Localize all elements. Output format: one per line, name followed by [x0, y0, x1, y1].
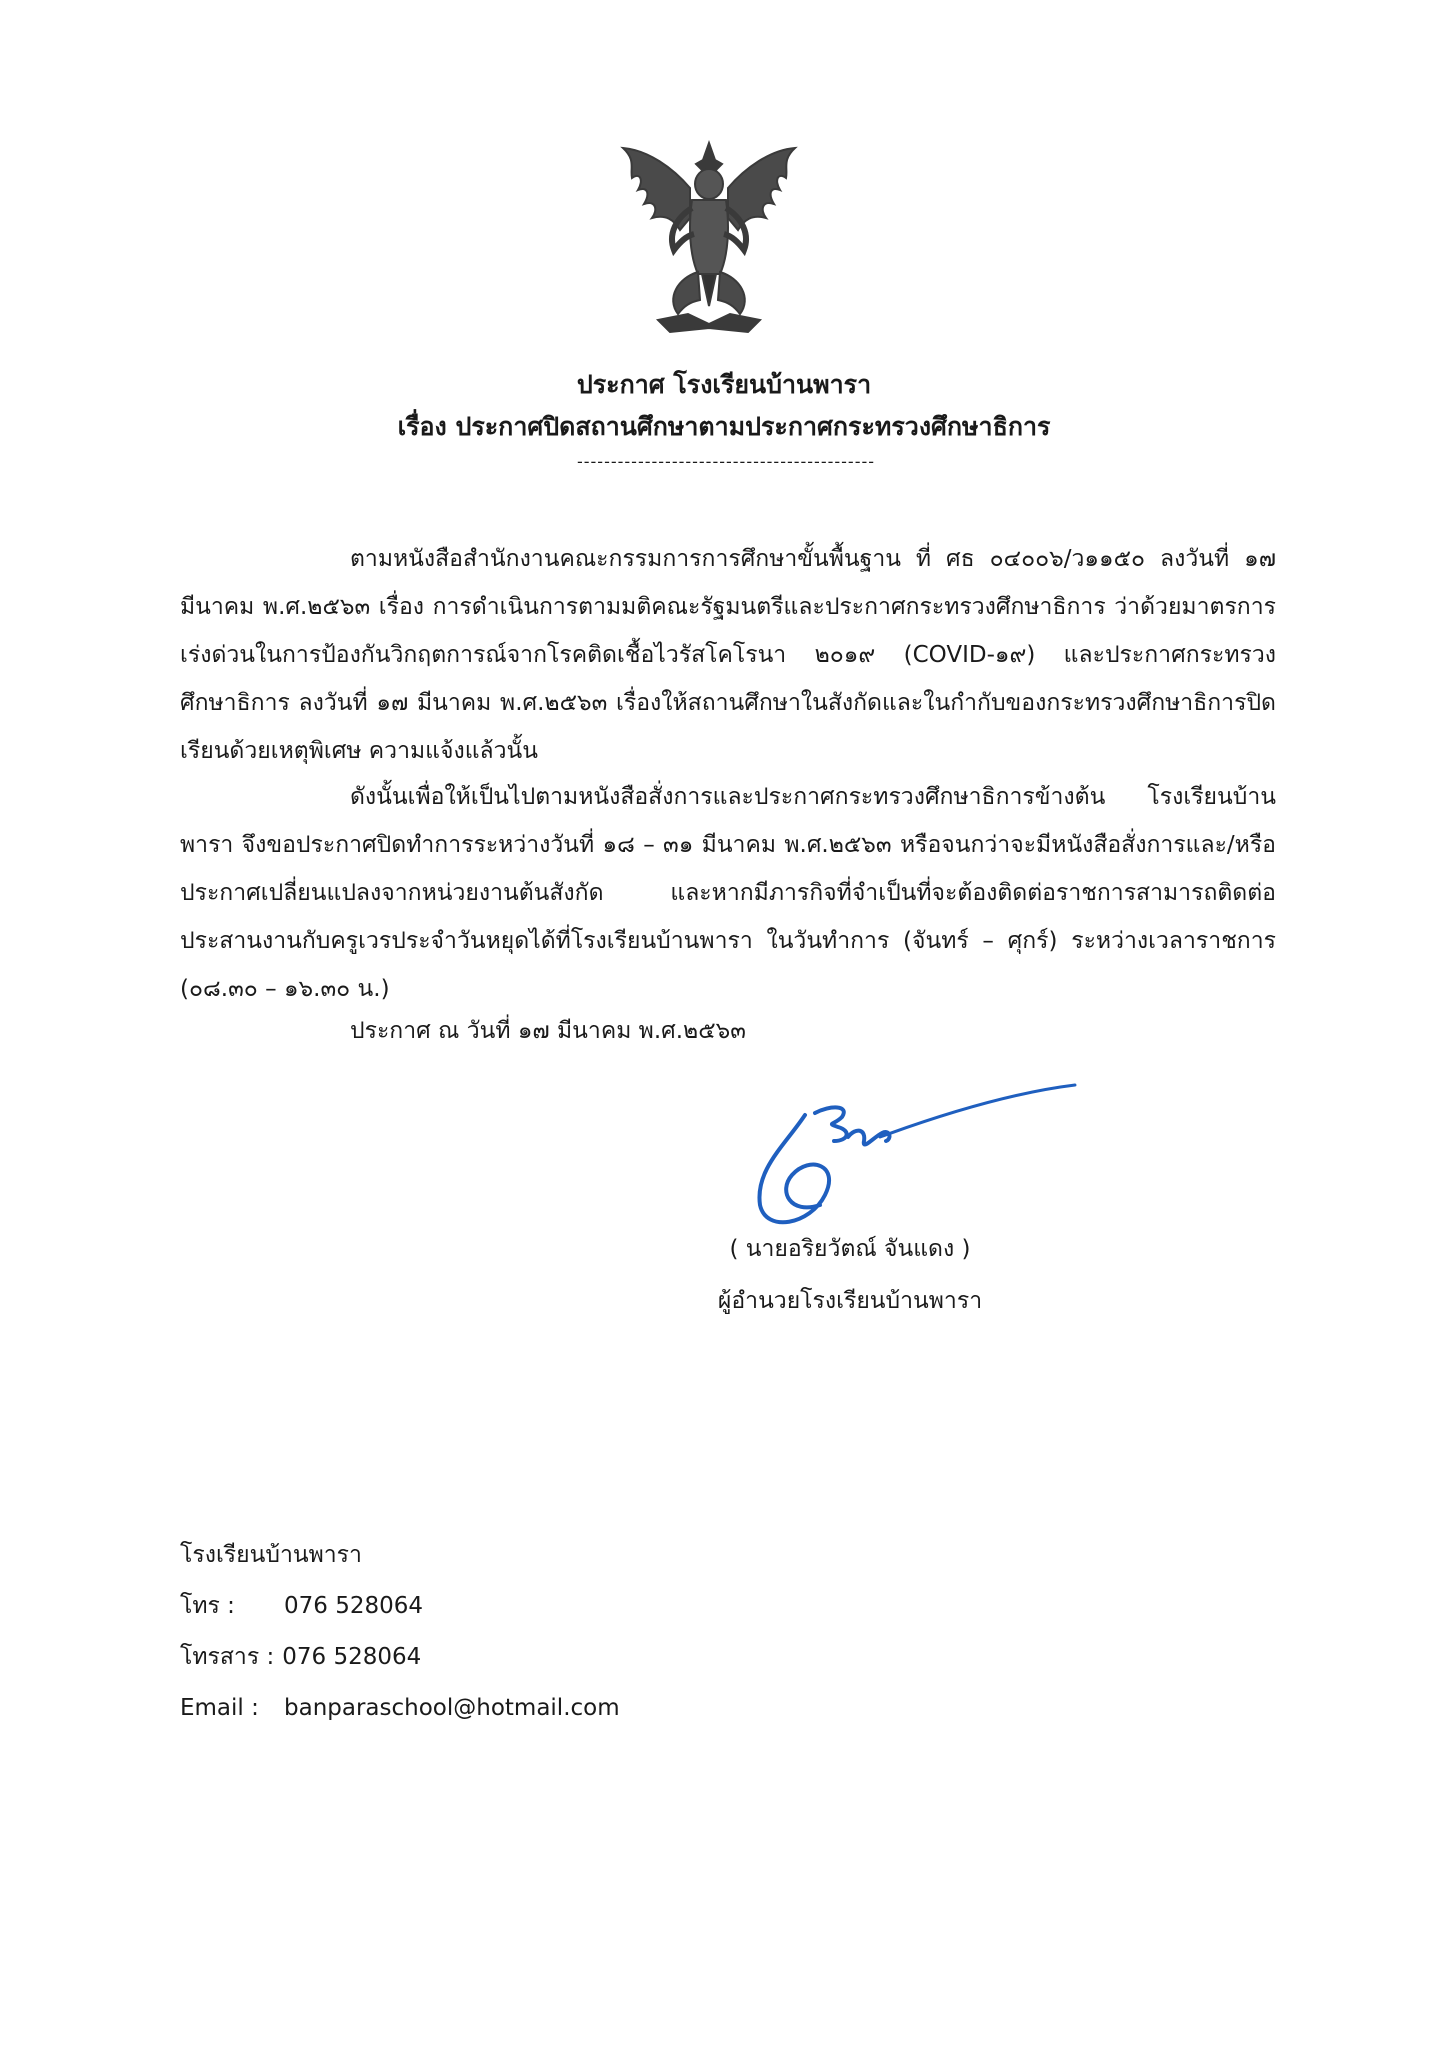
- body-paragraph-2: ดังนั้นเพื่อให้เป็นไปตามหนังสือสั่งการและประกาศกระทรวงศึกษาธิการข้างต้น โรงเรียนบ้านพารา จึงขอประกาศปิดทำการระหว่างวันที่ ๑๘ – ๓๑ มีนาคม พ.ศ.๒๕๖๓ หรือจนกว่าจะมีหนังสือสั่งการและ/หรือประกาศเปลี่ยนแปลงจากหน่วยงานต้นสังกัด และหากมีภารกิจที่จำเป็นที่จะต้องติดต่อราชการสามารถติดต่อประสานงานกับครูเวรประจำวันหยุดได้ที่โรงเรียนบ้านพารา ในวันทำการ (จันทร์ – ศุกร์) ระหว่างเวลาราชการ (๐๘.๓๐ – ๑๖.๓๐ น.): [180, 784, 1276, 1002]
- contact-phone: [180, 1589, 423, 1623]
- email-label: Email :: [180, 1695, 259, 1721]
- email-value: banparaschool@hotmail.com: [284, 1695, 620, 1721]
- phone-value: 076 528064: [284, 1593, 424, 1619]
- signer-name: ( นายอริยวัตณ์ จันแดง ): [729, 1236, 971, 1262]
- fax-label: โทรสาร :: [180, 1644, 275, 1670]
- contact-email: [180, 1691, 620, 1725]
- contact-school-name: โรงเรียนบ้านพารา: [180, 1542, 362, 1568]
- announcement-title: ประกาศ โรงเรียนบ้านพารา: [576, 370, 872, 399]
- contact-fax: [180, 1640, 421, 1674]
- signature: [730, 1075, 1080, 1235]
- fax-value: 076 528064: [282, 1644, 422, 1670]
- signer-position: ผู้อำนวยโรงเรียนบ้านพารา: [717, 1288, 983, 1314]
- announcement-date: ประกาศ ณ วันที่ ๑๗ มีนาคม พ.ศ.๒๕๖๓: [350, 1018, 746, 1044]
- garuda-emblem-icon: [618, 138, 800, 338]
- announcement-subject: เรื่อง ประกาศปิดสถานศึกษาตามประกาศกระทรวงศึกษาธิการ: [397, 412, 1051, 441]
- divider: --------------------------------------------: [576, 452, 876, 471]
- phone-label: โทร :: [180, 1593, 235, 1619]
- body-paragraph-1: ตามหนังสือสำนักงานคณะกรรมการการศึกษาขั้นพื้นฐาน ที่ ศธ ๐๔๐๐๖/ว๑๑๕๐ ลงวันที่ ๑๗ มีนาคม พ.ศ.๒๕๖๓ เรื่อง การดำเนินการตามมติคณะรัฐมนตรีและประกาศกระทรวงศึกษาธิการ ว่าด้วยมาตรการเร่งด่วนในการป้องกันวิกฤตการณ์จากโรคติดเชื้อไวรัสโคโรนา ๒๐๑๙ (COVID-๑๙) และประกาศกระทรวงศึกษาธิการ ลงวันที่ ๑๗ มีนาคม พ.ศ.๒๕๖๓ เรื่องให้สถานศึกษาในสังกัดและในกำกับของกระทรวงศึกษาธิการปิดเรียนด้วยเหตุพิเศษ ความแจ้งแล้วนั้น: [180, 546, 1276, 764]
